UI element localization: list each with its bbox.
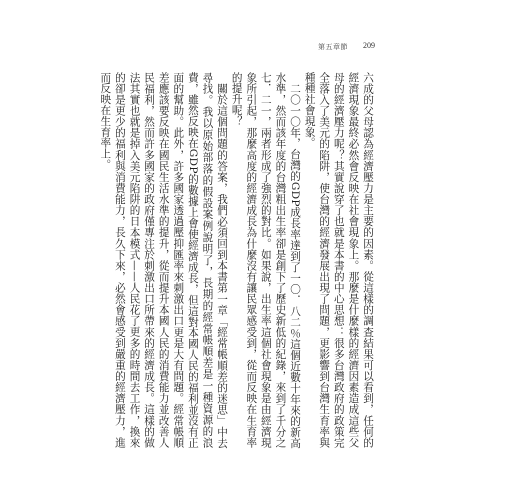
paragraph-3: 關於這個問題的答案，我們必須回到本書第一章「經常帳順差的迷思」中去尋找。我以原始部落的假設案例說明了，長期的經常帳順差是一種資源的浪費，雖然反映在GDP的數據上會使經濟成長，但這對本國人民的福利並沒有正面的幫助。此外，許多國家透過壓抑匯率來刺激出口更是大有問題。經常帳順差應該要反映在國民生活水準的提升，從而提升本國人民的消費能力並改善人民福利，然而許多國家的政府僅專注於刺激出口所帶來的經濟成長。這樣的做法其實也就是掉入美元陷阱的日本模式——人民花了更多的時間去工作，換來的卻是更少的福利與消費能力，長久下來，必然會感受到嚴重的經濟壓力，進而反映在生育率上。 — [99, 72, 229, 448]
page-number: 209 — [363, 41, 375, 50]
paragraph-1: 六成的父母認為經濟壓力是主要的因素。從這樣的調查結果可以看到，任何的經濟現象最終必然會反映在社會現象上。那麼是什麼樣的經濟因素造成這些父母的經濟壓力呢？其實說穿了也就是本書的中心思想：很多台灣政府的政策完全落入了美元的陷阱，使台灣的經濟發展出現了問題，更影響到台灣生育率與種種社會現象。 — [303, 72, 374, 448]
running-head: 第五章節 — [318, 43, 348, 51]
body-text — [99, 72, 375, 448]
paragraph-2: 二〇一〇年，台灣的GDP成長率達到了一〇．八二％這個近數十年來的新高水準，然而該年度的台灣粗出生率卻是創下了歷史新低的紀錄，來到了千分之七．二一，兩者形成了強烈的對比。如果說，出生率這個社會現象是由經濟現象所引起，那麼高度的經濟成長為什麼沒有讓民眾感受到，從而反映在生育率的提升呢？ — [230, 72, 302, 448]
